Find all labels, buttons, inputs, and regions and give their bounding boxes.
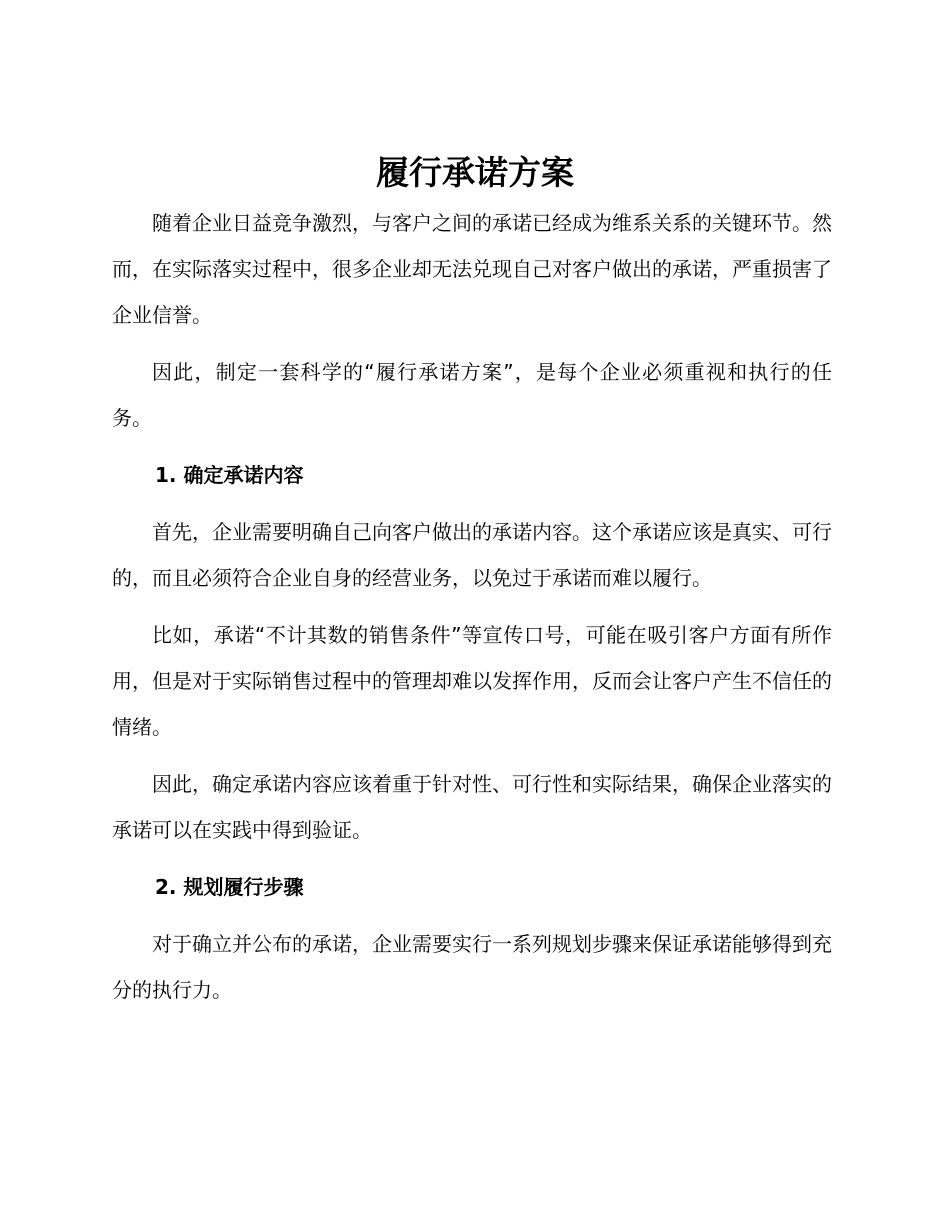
section-paragraph: 首先，企业需要明确自己向客户做出的承诺内容。这个承诺应该是真实、可行的，而且必须符合企业自身的经营业务，以免过于承诺而难以履行。 (112, 520, 832, 590)
document-body (112, 200, 832, 1024)
section-paragraph: 因此，确定承诺内容应该着重于针对性、可行性和实际结果，确保企业落实的承诺可以在实践中得到验证。 (112, 772, 832, 842)
section-heading: 1. 确定承诺内容 (155, 463, 304, 487)
section-heading: 2. 规划履行步骤 (155, 875, 304, 899)
section-paragraph: 比如，承诺“不计其数的销售条件”等宣传口号，可能在吸引客户方面有所作用，但是对于实际销售过程中的管理却难以发挥作用，反而会让客户产生不信任的情绪。 (112, 623, 832, 739)
intro-paragraph: 随着企业日益竞争激烈，与客户之间的承诺已经成为维系关系的关键环节。然而，在实际落实过程中，很多企业却无法兑现自己对客户做出的承诺，严重损害了企业信誉。 (112, 211, 832, 327)
intro-paragraph: 因此，制定一套科学的“履行承诺方案”，是每个企业必须重视和执行的任务。 (112, 360, 832, 430)
section-paragraph: 对于确立并公布的承诺，企业需要实行一系列规划步骤来保证承诺能够得到充分的执行力。 (112, 932, 832, 1002)
document-title: 履行承诺方案 (376, 153, 574, 192)
